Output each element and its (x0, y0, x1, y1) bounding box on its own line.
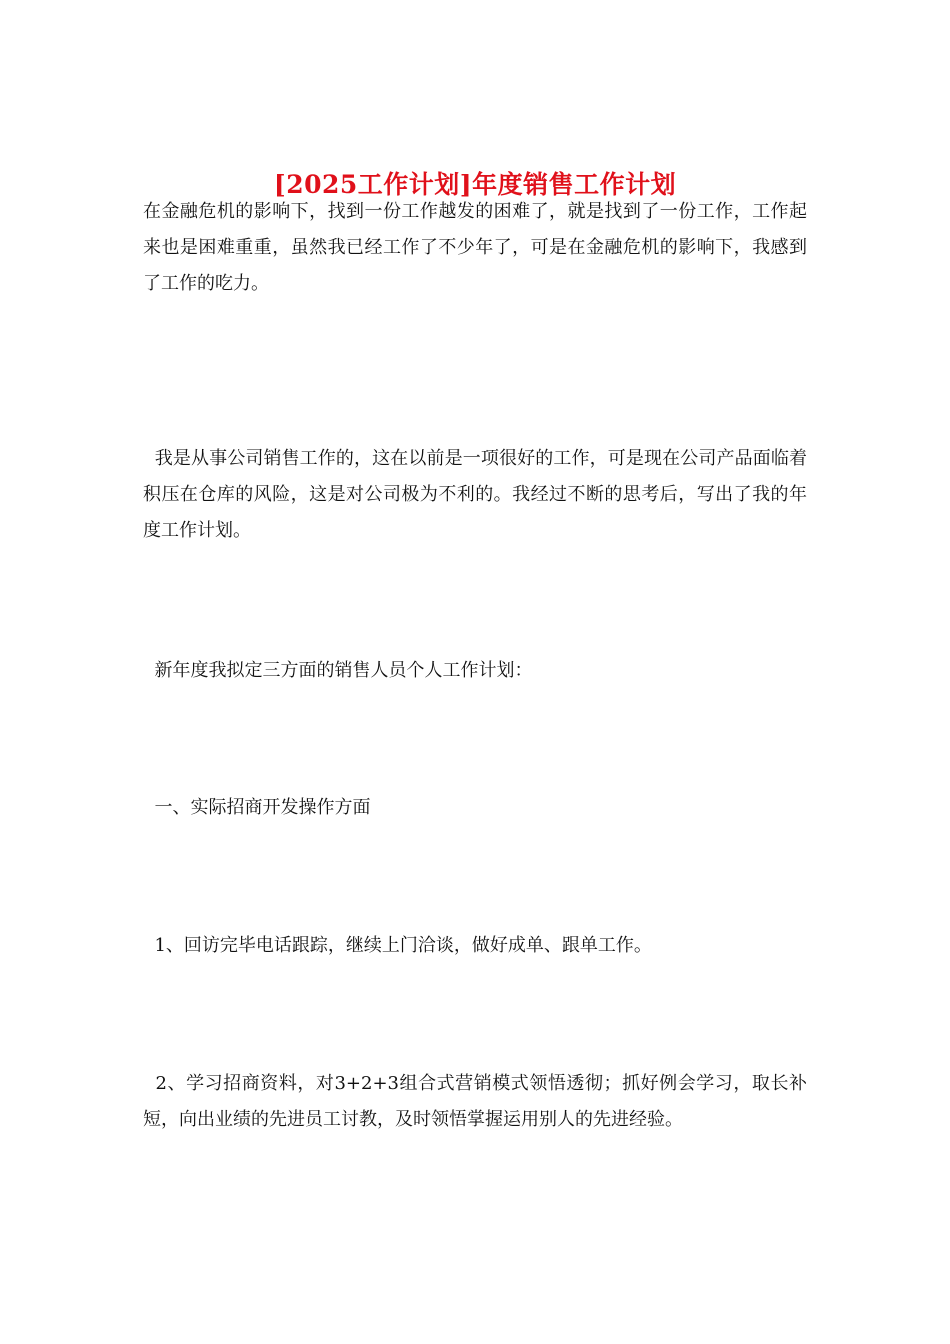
list-item-1: 1、回访完毕电话跟踪，继续上门洽谈，做好成单、跟单工作。 (143, 935, 652, 956)
paragraph-background: 我是从事公司销售工作的，这在以前是一项很好的工作，可是现在公司产品面临着积压在仓库的风险，这是对公司极为不利的。我经过不断的思考后，写出了我的年度工作计划。 (143, 448, 808, 541)
paragraph-plan-intro: 新年度我拟定三方面的销售人员个人工作计划： (143, 660, 533, 681)
paragraph-intro: 在金融危机的影响下，找到一份工作越发的困难了，就是找到了一份工作，工作起来也是困难重重，虽然我已经工作了不少年了，可是在金融危机的影响下，我感到了工作的吃力。 (143, 201, 807, 294)
section-heading-1: 一、实际招商开发操作方面 (143, 797, 371, 818)
list-item-2: 2、学习招商资料，对3+2+3组合式营销模式领悟透彻；抓好例会学习，取长补短，向出业绩的先进员工讨教，及时领悟掌握运用别人的先进经验。 (143, 1073, 807, 1130)
document-title: [2025工作计划]年度销售工作计划 (273, 169, 677, 199)
